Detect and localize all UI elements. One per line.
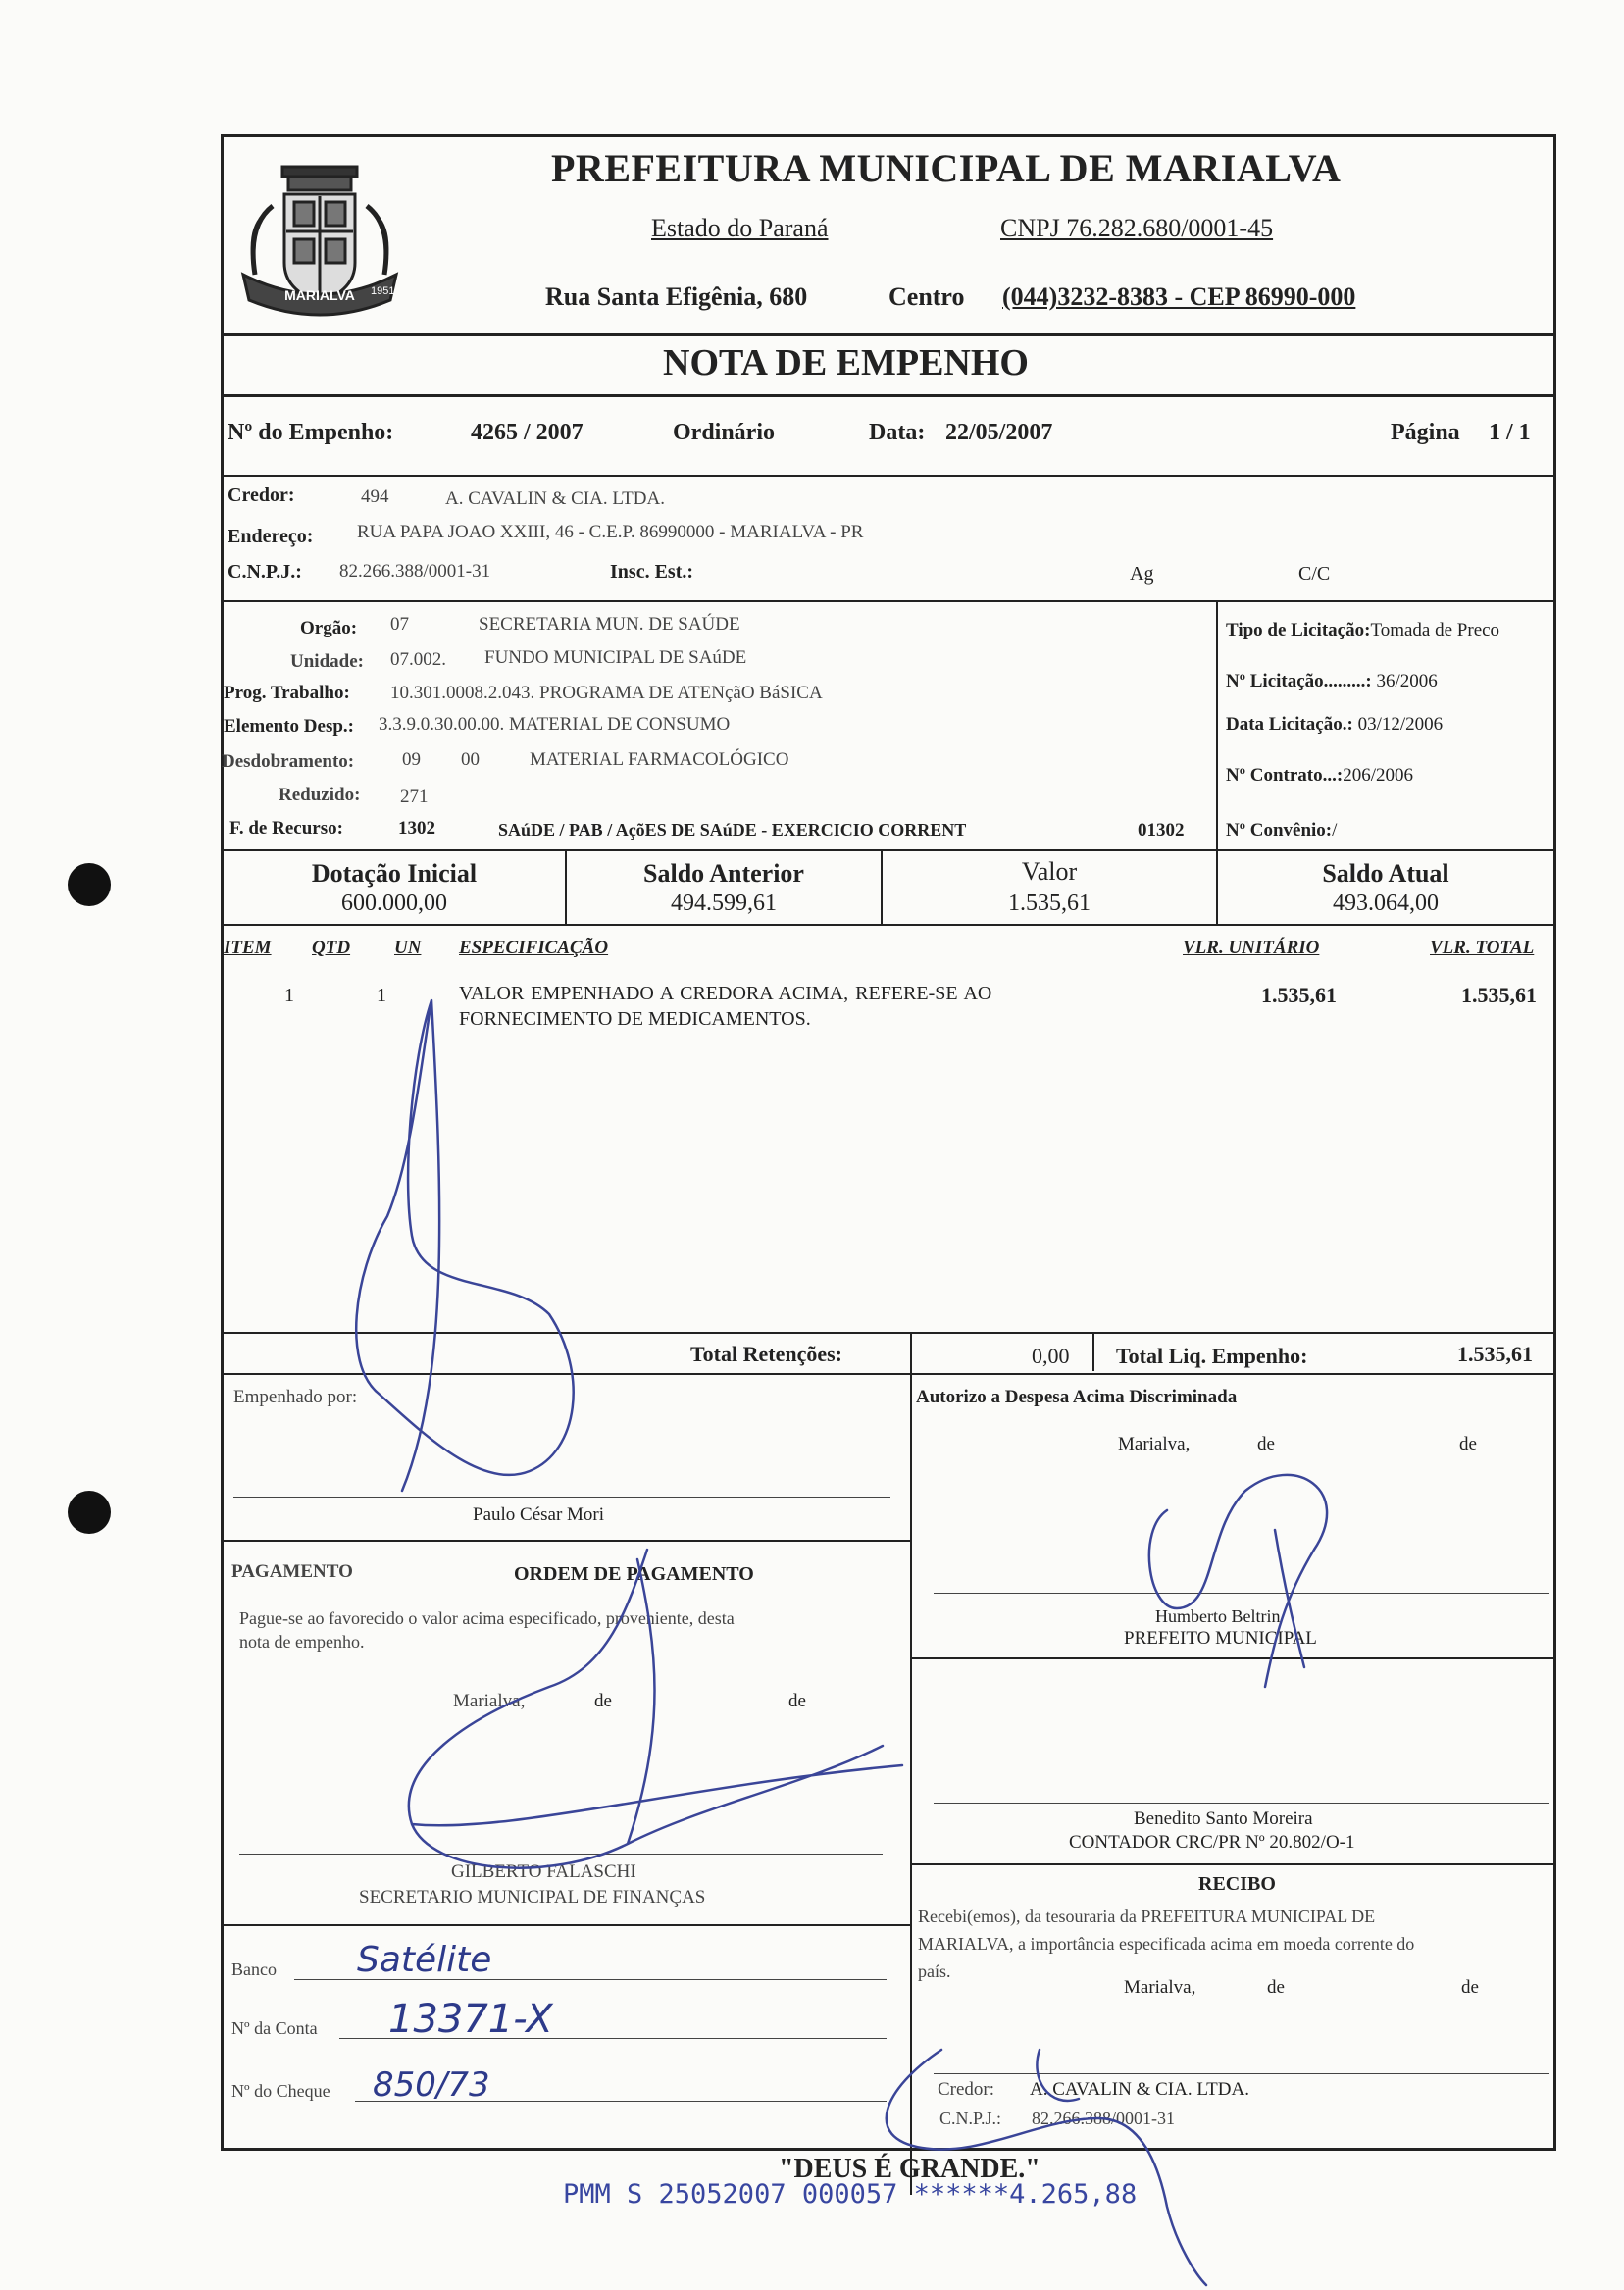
banco-label: Banco (231, 1959, 277, 1979)
recurso-description: SAúDE / PAB / AçõES DE SAúDE - EXERCICIO CORRENT (498, 820, 967, 840)
municipality-cnpj: CNPJ 76.282.680/0001-45 (1000, 214, 1274, 242)
pagamento-label: PAGAMENTO (231, 1561, 353, 1582)
recibo-city: Marialva, (1124, 1977, 1196, 1998)
insc-est-label: Insc. Est.: (610, 561, 694, 583)
divider (910, 1863, 1556, 1865)
divider (221, 333, 1556, 336)
recibo-cnpj: 82.266.388/0001-31 (1032, 2109, 1175, 2128)
conta-value: 13371-X (388, 1997, 553, 2042)
empenhado-label: Empenhado por: (233, 1387, 358, 1407)
empenho-number: 4265 / 2007 (471, 420, 584, 445)
empenho-number-label: Nº do Empenho: (228, 420, 394, 445)
payment-stamp: PMM S 25052007 000057 ******4.265,88 (563, 2179, 1138, 2210)
municipal-crest-icon (224, 137, 416, 330)
ordem-text-line-1: Pague-se ao favorecido o valor acima especificado, proveniente, desta (239, 1608, 735, 1628)
unidade-name: FUNDO MUNICIPAL DE SAúDE (484, 647, 747, 668)
autorizo-de-1: de (1257, 1434, 1275, 1454)
signature-line (934, 2073, 1549, 2074)
licitacao-type-label: Tipo de Licitação: (1226, 620, 1371, 640)
item-qtd: 1 (377, 985, 386, 1006)
total-liq-value: 1.535,61 (1457, 1342, 1533, 1366)
conta-label: Nº da Conta (231, 2018, 318, 2038)
divider (221, 1924, 910, 1926)
col-qtd: QTD (312, 938, 351, 958)
credor-label: Credor: (228, 484, 295, 506)
payment-de-2: de (788, 1691, 806, 1711)
autorizo-label: Autorizo a Despesa Acima Discriminada (916, 1387, 1238, 1407)
page-number: 1 / 1 (1489, 420, 1531, 445)
credor-code: 494 (361, 486, 389, 507)
desdobramento-label: Desdobramento: (222, 751, 355, 772)
divider (910, 1657, 1556, 1659)
recibo-cnpj-label: C.N.P.J.: (939, 2109, 1002, 2128)
divider (221, 1540, 910, 1542)
date-label: Data: (869, 420, 926, 445)
contrato-label: Nº Contrato...: (1226, 765, 1344, 786)
page-label: Página (1391, 420, 1460, 445)
total-liq-label: Total Liq. Empenho: (1116, 1344, 1308, 1368)
signature-line (233, 1497, 890, 1498)
recibo-de-2: de (1461, 1977, 1479, 1998)
divider (910, 1332, 912, 2195)
punch-hole-top (68, 863, 111, 906)
licitacao-date-label: Data Licitação.: (1226, 714, 1353, 735)
convenio-label: Nº Convênio: (1226, 820, 1333, 840)
licitacao-number: 36/2006 (1376, 671, 1438, 691)
ordem-pagamento-label: ORDEM DE PAGAMENTO (514, 1563, 754, 1585)
credor-cnpj: 82.266.388/0001-31 (339, 561, 491, 582)
divider (221, 394, 1556, 397)
licitacao-number-label: Nº Licitação.........: (1226, 671, 1372, 691)
orgao-code: 07 (390, 614, 409, 635)
signature-line (239, 1854, 883, 1855)
recurso-code-2: 01302 (1138, 820, 1185, 840)
payment-de-1: de (594, 1691, 612, 1711)
autorizo-city: Marialva, (1118, 1434, 1191, 1454)
cheque-label: Nº do Cheque (231, 2081, 330, 2101)
col-total-value: VLR. TOTAL (1430, 938, 1535, 958)
municipality-title: PREFEITURA MUNICIPAL DE MARIALVA (551, 146, 1342, 190)
col-spec: ESPECIFICAÇÃO (459, 938, 609, 958)
divider (221, 1373, 1556, 1375)
divider (221, 924, 1556, 926)
desdobramento: MATERIAL FARMACOLÓGICO (530, 749, 789, 770)
valor-value: 1.535,61 (1008, 891, 1091, 916)
contrato-number: 206/2006 (1343, 765, 1413, 786)
autorizo-de-2: de (1459, 1434, 1477, 1454)
item-number: 1 (284, 985, 294, 1006)
saldo-atual-label: Saldo Atual (1322, 859, 1449, 888)
recurso-label: F. de Recurso: (229, 818, 343, 839)
state-label: Estado do Paraná (651, 214, 829, 242)
divider (1216, 600, 1218, 849)
empenho-date: 22/05/2007 (945, 420, 1053, 445)
phone-cep: (044)3232-8383 - CEP 86990-000 (1002, 282, 1356, 311)
document-title: NOTA DE EMPENHO (663, 342, 1029, 383)
unidade-label: Unidade: (290, 651, 364, 672)
punch-hole-bottom (68, 1491, 111, 1534)
recibo-title: RECIBO (1198, 1873, 1276, 1895)
cnpj-label: C.N.P.J.: (228, 561, 302, 583)
item-total-value: 1.535,61 (1461, 983, 1537, 1007)
ordem-text-line-2: nota de empenho. (239, 1632, 365, 1652)
recibo-line-3: país. (918, 1961, 951, 1981)
recurso-code: 1302 (398, 818, 435, 839)
prog-trabalho: 10.301.0008.2.043. PROGRAMA DE ATENçãO BáSICA (390, 683, 823, 703)
empenho-type: Ordinário (673, 420, 776, 445)
licitacao-type: Tomada de Preco (1370, 620, 1500, 640)
unidade-code: 07.002. (390, 649, 446, 670)
crest-banner-text: MARIALVA (284, 287, 355, 303)
contador-role: CONTADOR CRC/PR Nº 20.802/O-1 (1069, 1832, 1355, 1853)
prefeito-name: Humberto Beltrin (1155, 1606, 1281, 1626)
saldo-anterior-value: 494.599,61 (671, 891, 777, 916)
licitacao-date: 03/12/2006 (1357, 714, 1444, 735)
dotacao-label: Dotação Inicial (311, 859, 478, 888)
recibo-line-2: MARIALVA, a importância especificada acima em moeda corrente do (918, 1934, 1415, 1954)
prefeito-role: PREFEITO MUNICIPAL (1124, 1628, 1317, 1649)
credor-name: A. CAVALIN & CIA. LTDA. (445, 488, 665, 509)
col-un: UN (394, 938, 422, 958)
agency-label: Ag (1130, 563, 1154, 585)
elemento-label: Elemento Desp.: (224, 716, 354, 737)
retencoes-label: Total Retenções: (690, 1342, 842, 1366)
account-label: C/C (1298, 563, 1331, 585)
recibo-credor-label: Credor: (938, 2079, 995, 2100)
reduzido: 271 (400, 787, 429, 807)
empenhado-name: Paulo César Mori (473, 1504, 605, 1525)
prog-trabalho-label: Prog. Trabalho: (224, 683, 350, 703)
item-spec-line-1: VALOR EMPENHADO A CREDORA ACIMA, REFERE-SE AO (459, 983, 992, 1004)
saldo-atual-value: 493.064,00 (1333, 891, 1439, 916)
dotacao-value: 600.000,00 (341, 891, 447, 916)
item-unit-value: 1.535,61 (1261, 983, 1337, 1007)
banco-value: Satélite (357, 1940, 492, 1980)
district: Centro (888, 282, 965, 311)
desdobramento-code-1: 09 (402, 749, 421, 770)
orgao-label: Orgão: (300, 618, 358, 638)
secretario-role: SECRETARIO MUNICIPAL DE FINANÇAS (359, 1887, 706, 1908)
signature-line (934, 1803, 1549, 1804)
convenio-number: / (1332, 820, 1338, 840)
item-spec-line-2: FORNECIMENTO DE MEDICAMENTOS. (459, 1008, 811, 1030)
recibo-line-1: Recebi(emos), da tesouraria da PREFEITURA MUNICIPAL DE (918, 1907, 1376, 1926)
contador-name: Benedito Santo Moreira (1134, 1808, 1313, 1829)
street-address: Rua Santa Efigênia, 680 (545, 282, 808, 311)
crest-year-text: 1951 (371, 285, 395, 297)
divider (1092, 1332, 1094, 1371)
footer-motto: "DEUS É GRANDE." (779, 2154, 1040, 2184)
cheque-value: 850/73 (373, 2065, 490, 2105)
payment-city: Marialva, (453, 1691, 526, 1711)
endereco-label: Endereço: (228, 526, 314, 547)
recibo-credor: A. CAVALIN & CIA. LTDA. (1030, 2079, 1249, 2100)
valor-label: Valor (1021, 857, 1078, 886)
desdobramento-code-2: 00 (461, 749, 480, 770)
recibo-de-1: de (1267, 1977, 1285, 1998)
divider (221, 1332, 1556, 1334)
divider (221, 600, 1556, 602)
signature-line (934, 1593, 1549, 1594)
col-unit-value: VLR. UNITÁRIO (1183, 938, 1320, 958)
saldo-anterior-label: Saldo Anterior (643, 859, 804, 888)
divider (221, 849, 1556, 851)
credor-address: RUA PAPA JOAO XXIII, 46 - C.E.P. 86990000 - MARIALVA - PR (357, 522, 864, 542)
orgao-name: SECRETARIA MUN. DE SAÚDE (479, 614, 740, 635)
divider (221, 475, 1556, 477)
retencoes-value: 0,00 (1032, 1344, 1070, 1368)
col-item: ITEM (224, 938, 272, 958)
elemento: 3.3.9.0.30.00.00. MATERIAL DE CONSUMO (379, 714, 731, 735)
reduzido-label: Reduzido: (279, 785, 361, 805)
secretario-name: GILBERTO FALASCHI (451, 1861, 636, 1882)
